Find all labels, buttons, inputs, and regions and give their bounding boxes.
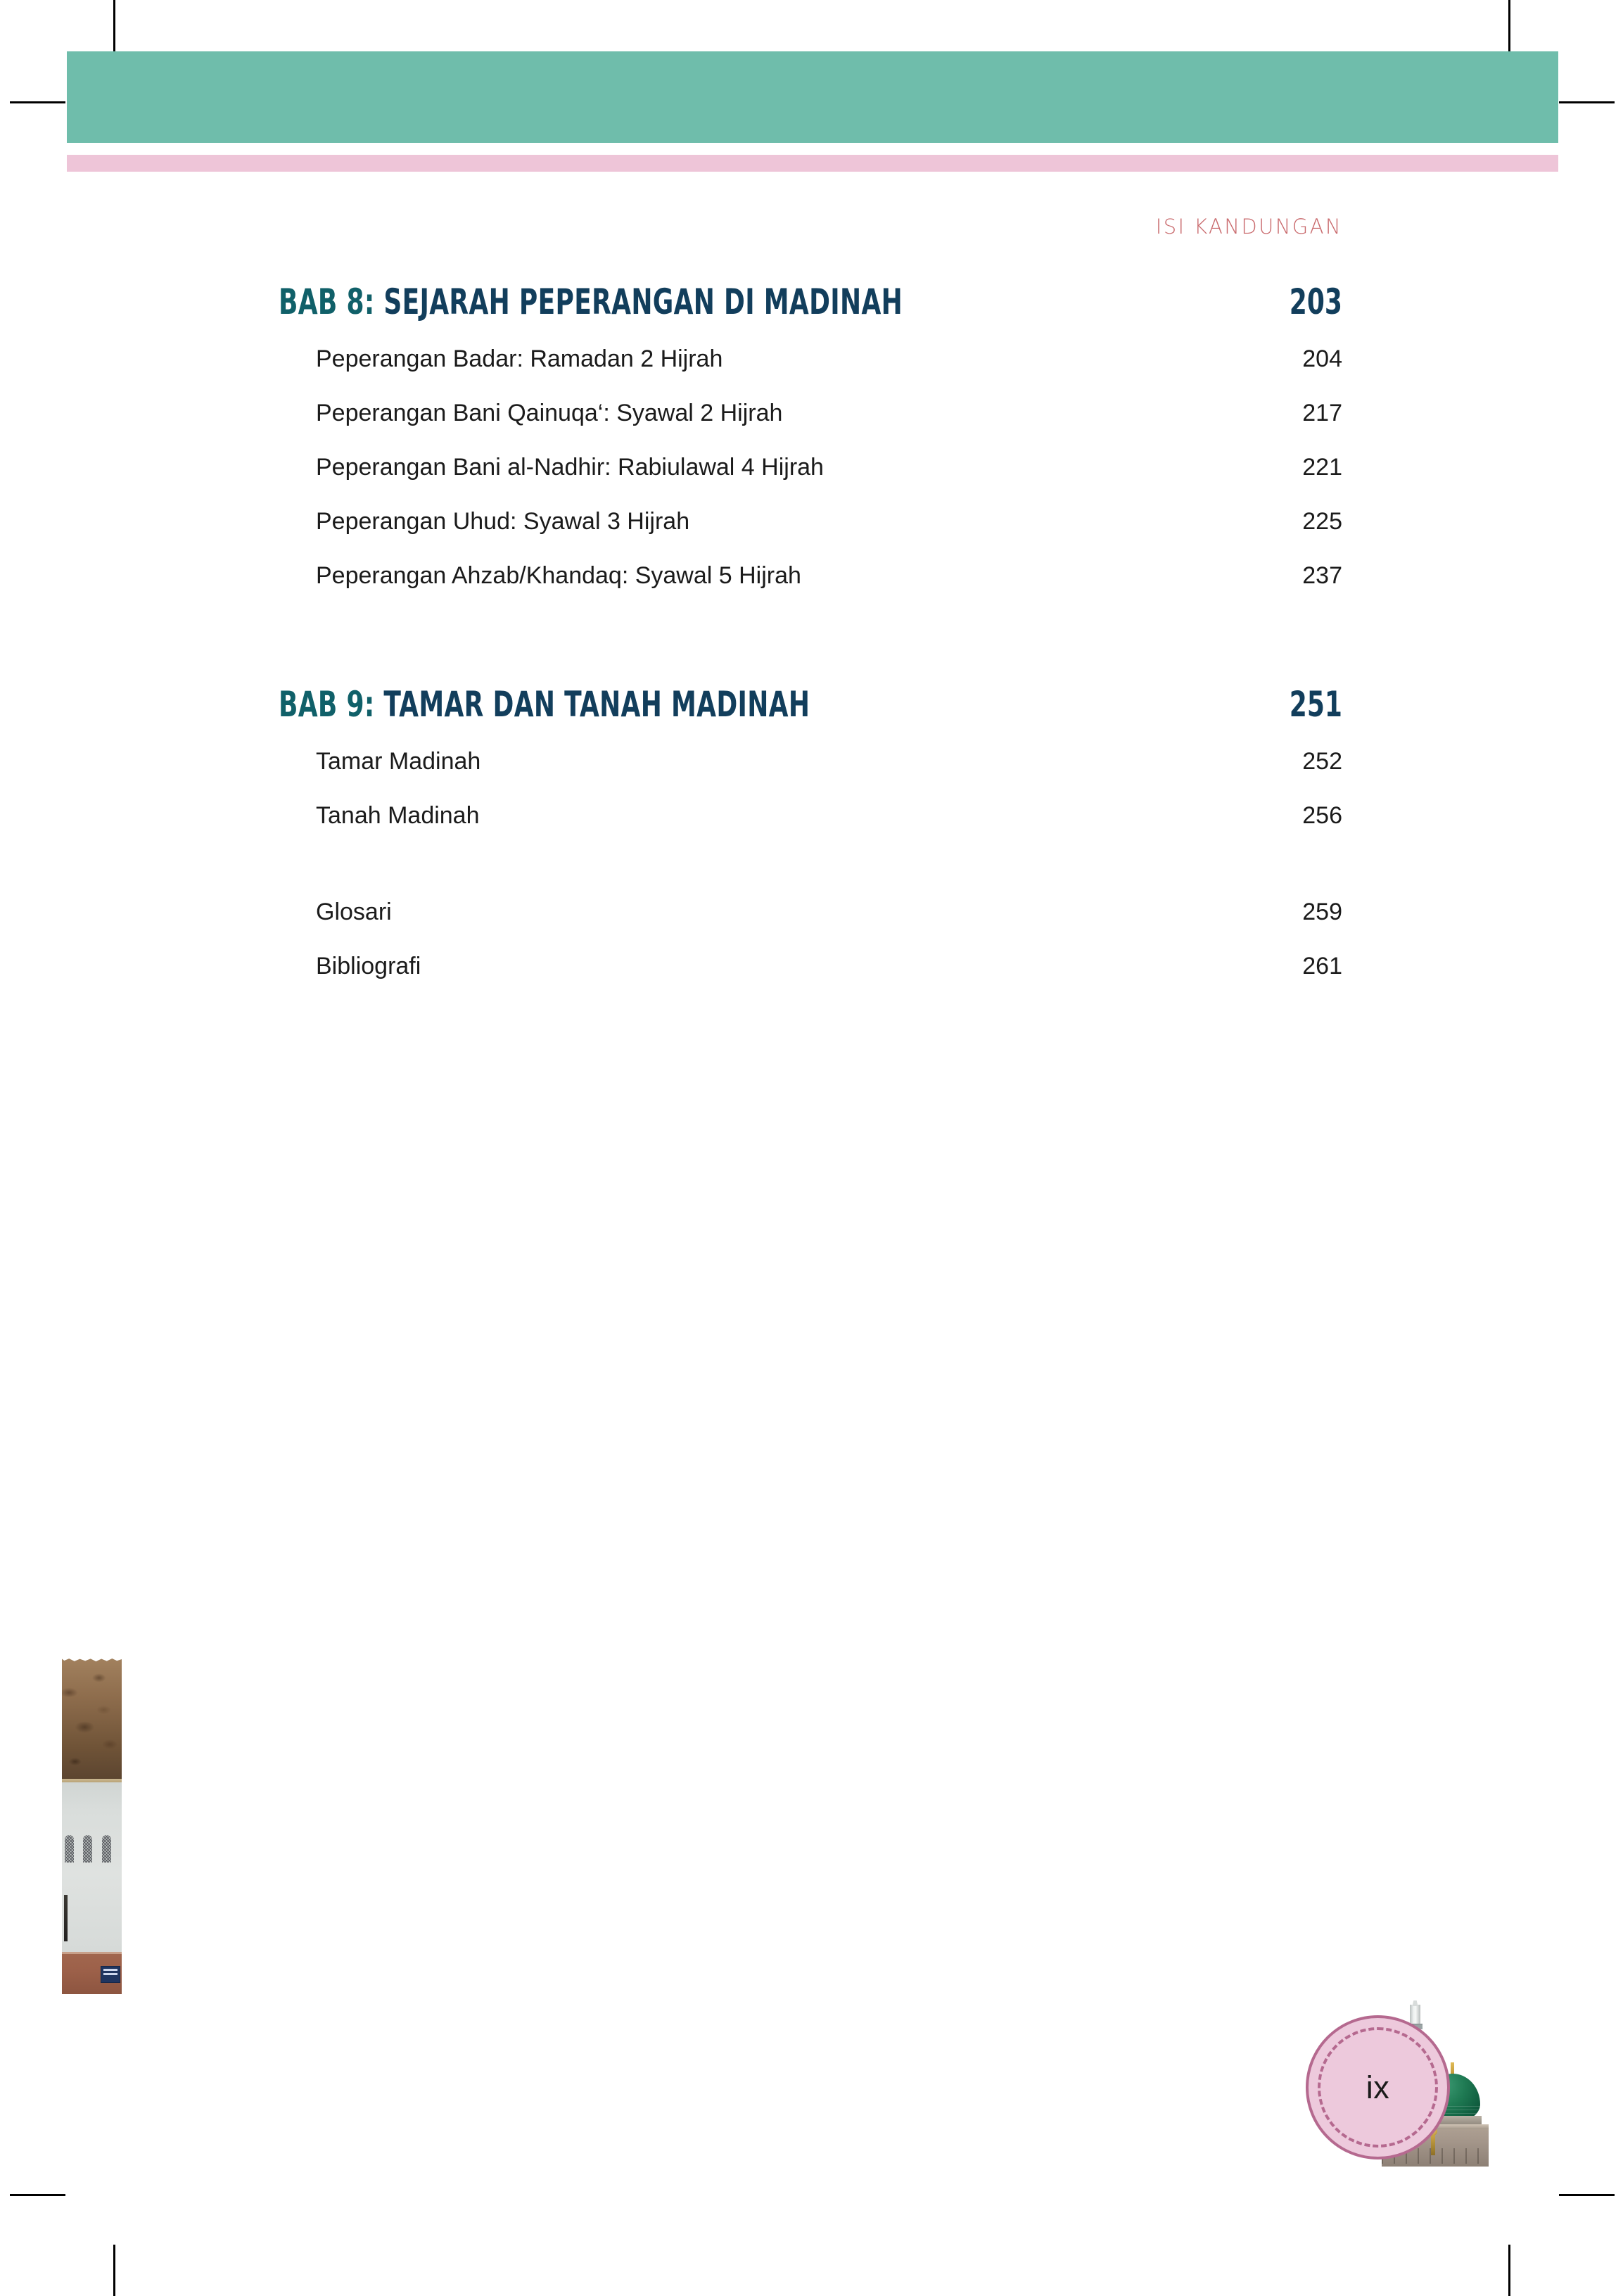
toc-entry-title: Peperangan Ahzab/Khandaq: Syawal 5 Hijrah — [316, 562, 801, 589]
toc-entry-title: Glosari — [316, 899, 392, 925]
toc-entry-row[interactable] — [316, 899, 1342, 926]
running-head: ISI KANDUNGAN — [1155, 215, 1342, 239]
toc-entry-page-number: 237 — [1302, 562, 1342, 589]
wall-arch-motif-icon — [102, 1835, 111, 1863]
toc-entry-title: Bibliografi — [316, 953, 421, 979]
crop-mark-top-right-horizontal — [1559, 101, 1615, 103]
toc-chapter-name: TAMAR DAN TANAH MADINAH — [383, 684, 810, 725]
crop-mark-bottom-left-vertical — [113, 2245, 115, 2296]
crop-mark-top-left-vertical — [113, 0, 115, 52]
toc-entry-title: Tanah Madinah — [316, 802, 480, 829]
toc-chapter-name: SEJARAH PEPERANGAN DI MADINAH — [383, 281, 903, 322]
madinah-hill-wall-photo — [62, 1656, 122, 1994]
crop-mark-top-left-horizontal — [10, 101, 65, 103]
crop-mark-bottom-left-horizontal — [10, 2194, 65, 2196]
toc-entry-page-number: 261 — [1302, 953, 1342, 979]
toc-entry-row[interactable] — [316, 508, 1342, 535]
toc-entry-row[interactable] — [316, 400, 1342, 427]
toc-entry-page-number: 256 — [1302, 802, 1342, 829]
toc-entry-page-number: 217 — [1302, 400, 1342, 426]
toc-entry-page-number: 204 — [1302, 345, 1342, 372]
crop-mark-top-right-vertical — [1508, 0, 1510, 52]
rocky-hill-region — [62, 1656, 122, 1779]
toc-entry-row[interactable] — [316, 748, 1342, 775]
wall-dark-edge — [64, 1895, 68, 1941]
crop-mark-bottom-right-vertical — [1508, 2245, 1510, 2296]
blue-signboard-icon — [101, 1966, 120, 1983]
toc-entry-title: Peperangan Bani Qainuqa‘: Syawal 2 Hijrah — [316, 400, 783, 426]
toc-chapter-page-number: 251 — [1289, 684, 1342, 725]
page-number-badge — [1306, 2015, 1450, 2159]
wall-arch-motif-icon — [65, 1835, 74, 1863]
toc-entry-title: Peperangan Uhud: Syawal 3 Hijrah — [316, 508, 690, 535]
page-number: ix — [1366, 2069, 1390, 2105]
toc-entry-page-number: 252 — [1302, 748, 1342, 775]
toc-entry-page-number: 221 — [1302, 454, 1342, 481]
pale-wall-region — [62, 1779, 122, 1952]
toc-entry-title: Tamar Madinah — [316, 748, 481, 775]
toc-chapter-title — [279, 281, 903, 322]
toc-chapter-page-number: 203 — [1289, 281, 1342, 322]
toc-entry-row[interactable] — [316, 802, 1342, 830]
toc-chapter-row[interactable] — [279, 281, 1342, 322]
wall-arch-motif-icon — [83, 1835, 92, 1863]
header-band-teal — [67, 51, 1558, 143]
toc-entry-title: Peperangan Bani al-Nadhir: Rabiulawal 4 Hijrah — [316, 454, 824, 481]
crop-mark-bottom-right-horizontal — [1559, 2194, 1615, 2196]
toc-entry-title: Peperangan Badar: Ramadan 2 Hijrah — [316, 345, 723, 372]
toc-entry-row[interactable] — [316, 953, 1342, 980]
toc-entry-page-number: 225 — [1302, 508, 1342, 535]
header-band-pink — [67, 155, 1558, 172]
toc-chapter-label: BAB 9: — [279, 684, 384, 725]
page-number-marker — [1306, 2000, 1489, 2178]
toc-chapter-label: BAB 8: — [279, 281, 384, 322]
toc-entry-row[interactable] — [316, 345, 1342, 373]
toc-chapter-row[interactable] — [279, 684, 1342, 725]
toc-entry-row[interactable] — [316, 562, 1342, 590]
toc-entry-row[interactable] — [316, 454, 1342, 481]
toc-chapter-title — [279, 684, 810, 725]
toc-entry-page-number: 259 — [1302, 899, 1342, 925]
